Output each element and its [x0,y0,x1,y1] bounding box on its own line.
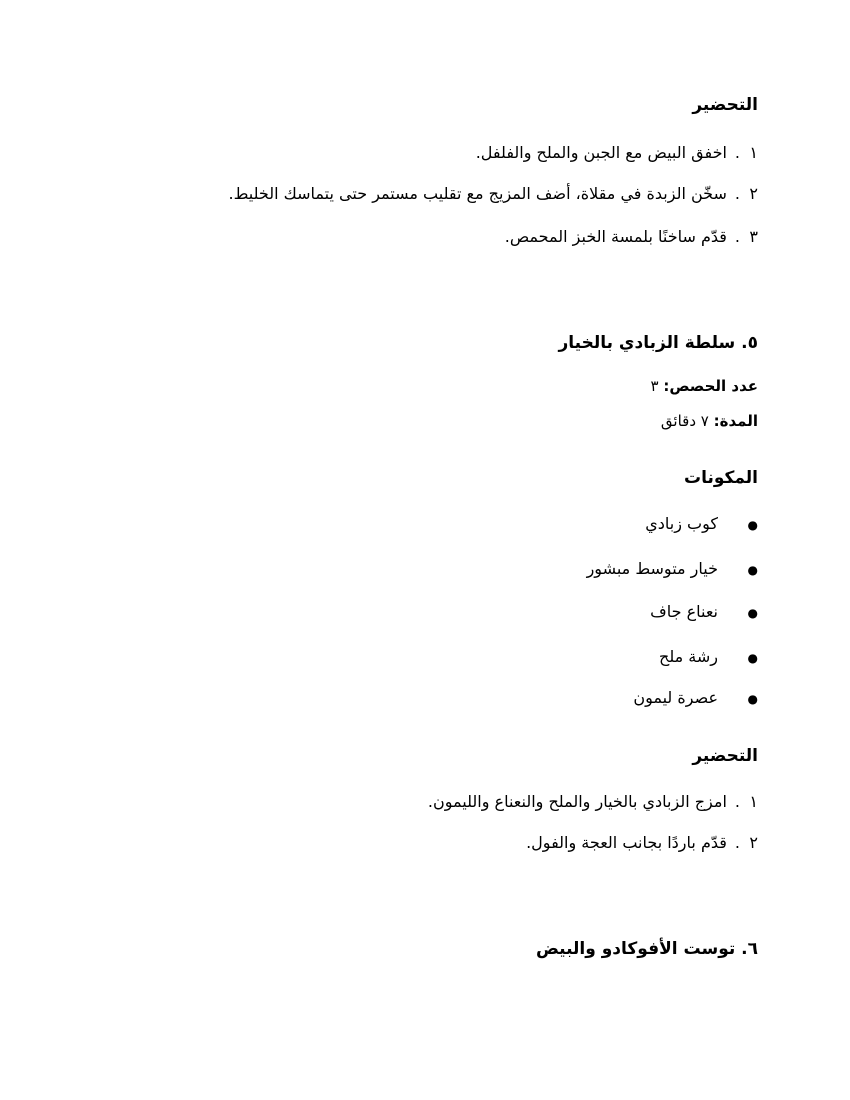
bullet-icon: ● [747,691,758,706]
ingredient-item [587,557,758,582]
step-number: ٢ [749,833,758,852]
ingredient-text: رشة ملح [659,647,718,666]
step-number: ١ [749,143,758,162]
ingredient-text: عصرة ليمون [633,688,718,707]
duration-value: ٧ دقائق [660,412,709,430]
bullet-icon: ● [747,650,758,665]
ingredient-item [633,686,758,711]
step-text: قدّم ساخنًا بلمسة الخبز المحمص. [504,227,727,246]
preparation-heading: التحضير [692,746,758,766]
step-number: ١ [749,792,758,811]
ingredient-item [645,512,758,537]
ingredient-item [650,600,758,625]
servings-value: ٣ [650,377,659,395]
step-dot: . [734,833,740,852]
ingredients-heading: المكونات [683,468,758,488]
step-number: ٢ [749,184,758,203]
preparation-step [229,182,758,206]
step-text: قدّم باردًا بجانب العجة والفول. [526,833,727,852]
step-dot: . [734,227,740,246]
servings-label: عدد الحصص: [663,377,758,395]
preparation-step [428,790,758,814]
step-text: اخفق البيض مع الجبن والملح والفلفل. [475,143,727,162]
bullet-icon: ● [747,517,758,532]
step-dot: . [734,143,740,162]
step-text: سخّن الزبدة في مقلاة، أضف المزيج مع تقليب مستمر حتى يتماسك الخليط. [228,184,727,203]
duration-line [661,410,758,432]
step-text: امزج الزبادي بالخيار والملح والنعناع والليمون. [427,792,727,811]
ingredient-text: خيار متوسط مبشور [586,559,718,578]
step-number: ٣ [749,227,758,246]
step-dot: . [734,792,740,811]
preparation-step [526,831,758,855]
preparation-step [505,225,758,249]
step-dot: . [734,184,740,203]
recipe-title: ٥. سلطة الزبادي بالخيار [558,333,758,353]
preparation-heading: التحضير [692,95,758,115]
bullet-icon: ● [747,562,758,577]
preparation-step [476,141,758,165]
recipe-title: ٦. توست الأفوكادو والبيض [535,939,758,959]
ingredient-item [659,645,758,670]
bullet-icon: ● [747,605,758,620]
ingredient-text: كوب زبادي [645,514,718,533]
servings-line [650,375,758,397]
duration-label: المدة: [713,412,758,430]
ingredient-text: نعناع جاف [650,602,718,621]
